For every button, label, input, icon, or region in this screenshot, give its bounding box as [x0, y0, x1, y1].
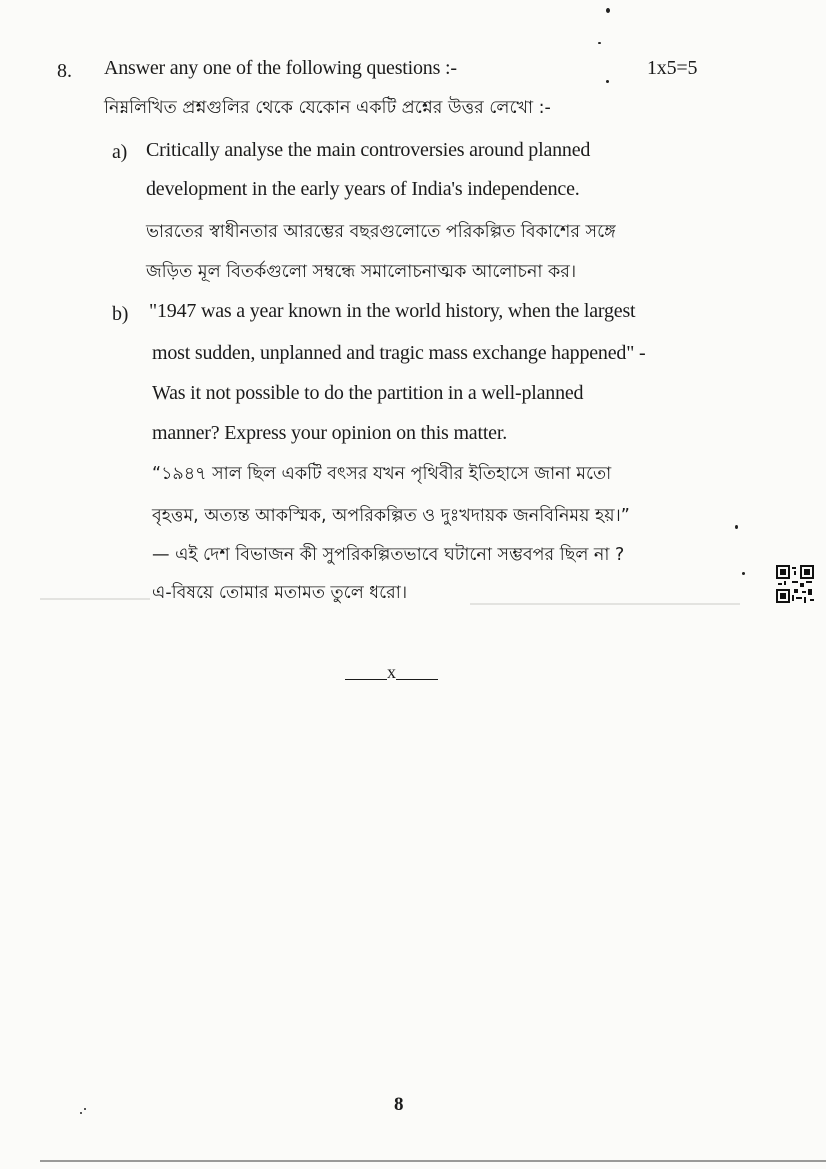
question-instruction-en: Answer any one of the following questions :- [104, 57, 457, 79]
option-b-bengali-line: বৃহত্তম, অত্যন্ত আকস্মিক, অপরিকল্পিত ও দুঃখদায়ক জনবিনিময় হয়।” [152, 506, 630, 526]
option-b-bengali-line: — এই দেশ বিভাজন কী সুপরিকল্পিতভাবে ঘটানো সম্ভবপর ছিল না ? [152, 545, 625, 565]
question-marks: 1x5=5 [647, 57, 698, 79]
qr-code-icon [776, 565, 814, 603]
scan-speck [742, 572, 745, 575]
option-b-text-line: most sudden, unplanned and tragic mass exchange happened" - [152, 342, 646, 364]
question-instruction-bn: নিম্নলিখিত প্রশ্নগুলির থেকে যেকোন একটি প্রশ্নের উত্তর লেখো :- [104, 98, 551, 118]
end-of-questions-mark [345, 662, 438, 683]
scan-speck [84, 1108, 86, 1110]
end-mark-rule [396, 679, 438, 680]
scan-speck [606, 8, 610, 13]
end-mark-symbol: x [387, 662, 396, 682]
scan-speck [606, 80, 609, 83]
option-a-text-line: development in the early years of India's independence. [146, 178, 580, 200]
question-number: 8. [57, 60, 72, 82]
option-a-label: a) [112, 141, 128, 163]
scan-speck [735, 525, 738, 529]
option-b-text-line: "1947 was a year known in the world history, when the largest [149, 300, 636, 322]
option-b-label: b) [112, 303, 129, 325]
scan-bottom-edge [40, 1160, 826, 1162]
scan-speck [598, 42, 601, 44]
scan-speck [80, 1112, 82, 1114]
end-mark-rule [345, 679, 387, 680]
scan-smudge [40, 598, 150, 600]
option-b-text-line: manner? Express your opinion on this matter. [152, 422, 508, 444]
option-a-bengali-line: ভারতের স্বাধীনতার আরম্ভের বছরগুলোতে পরিকল্পিত বিকাশের সঙ্গে [146, 222, 616, 242]
scan-smudge [470, 603, 740, 605]
option-b-bengali-line: “১৯৪৭ সাল ছিল একটি বৎসর যখন পৃথিবীর ইতিহাসে জানা মতো [152, 464, 612, 484]
option-a-bengali-line: জড়িত মূল বিতর্কগুলো সম্বন্ধে সমালোচনাত্মক আলোচনা কর। [146, 262, 577, 282]
page-number: 8 [394, 1094, 404, 1115]
option-b-bengali-line: এ-বিষয়ে তোমার মতামত তুলে ধরো। [152, 583, 408, 603]
option-a-text-line: Critically analyse the main controversies around planned [146, 139, 591, 161]
option-b-text-line: Was it not possible to do the partition in a well-planned [152, 382, 584, 404]
